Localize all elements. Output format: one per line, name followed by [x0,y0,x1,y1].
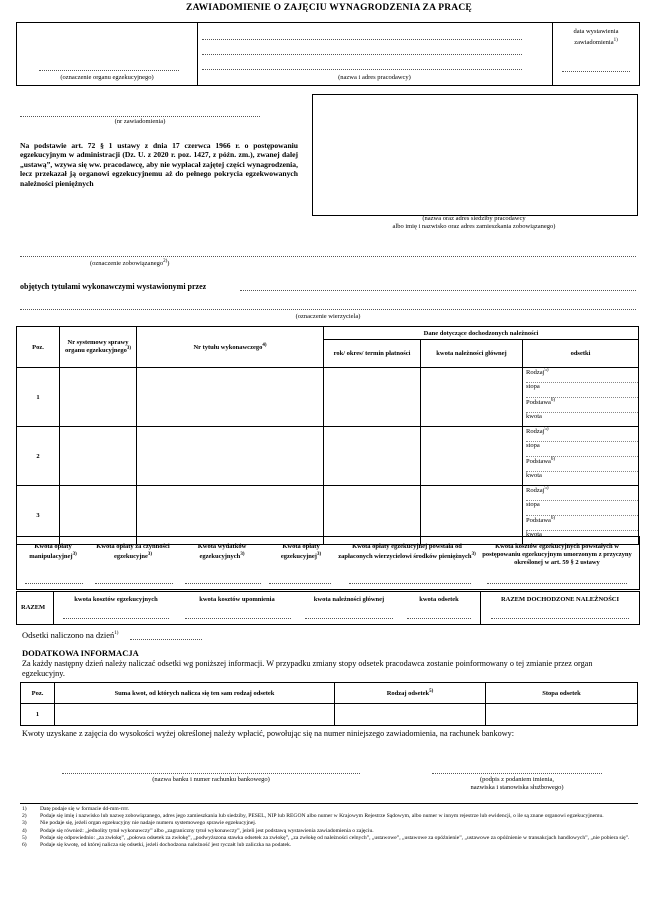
interest-amount[interactable]: kwota [526,531,542,538]
payment-text: Kwoty uzyskane z zajęcia do wysokości wyżej określonej należy wpłacić, powołując się na numer niniejszego zawiadomienia, na rachunek bankowy: [22,729,514,738]
fee-discontinued-field[interactable] [487,583,627,584]
address-box-label: (nazwa oraz adres siedziby pracodawcy albo imię i nazwisko oraz adres zamieszkania zobowiązanego) [392,215,556,230]
total-reminder-field[interactable] [185,618,291,619]
fee-paid-funds-label: Kwota opłaty egzekucyjnej powstała od zapłaconych wierzycielowi środków pieniężnych$^{3)}$ [338,543,476,561]
obligor-label: (oznaczenie zobowiązanego$^{2)}$) [90,259,170,268]
total-costs-field[interactable] [63,618,169,619]
organ-label[interactable]: (oznaczenie organu egzekucyjnego) [60,74,154,81]
interest-rate[interactable]: stopa [526,383,638,398]
cell-period[interactable] [324,427,421,486]
footnote: 2) Podaje się imię i nazwisko lub nazwę zobowiązanego, adres jego zamieszkania lub siedziby, PESEL, NIP lub REGON albo numer w Krajowym Rejestrze Sądowym, albo numer w innym rejestrze lub ewidencji, o ile są znane organowi egzekucyjnemu. [22,813,604,820]
footnote: 6) Podaje się kwotę, od której nalicza się odsetki, jeżeli dochodzona należność jest ryczałt lub zaliczka na podatek. [22,842,292,849]
total-interest-label: kwota odsetek [419,596,459,603]
col-principal: kwota należności głównej [421,340,523,368]
date-label: data wystawienia zawiadomienia$^{1)}$ [573,28,619,47]
row-number: 1 [17,368,60,427]
interest-date-label: Odsetki naliczono na dzień$^{1)}$ [22,630,119,640]
notice-number-label[interactable]: (nr zawiadomienia) [114,118,166,125]
bank-account-field[interactable] [62,773,360,774]
cell-period[interactable] [324,368,421,427]
totals-box [16,591,640,625]
interest-rate[interactable]: stopa [526,442,638,457]
interest-info-table [20,682,638,726]
interest-type[interactable]: Rodzaj$^{5)}$ [526,368,638,383]
header-box [16,22,640,86]
fee-enforcement-field[interactable] [269,583,331,584]
footnotes [22,806,632,849]
cell-system-number[interactable] [60,427,137,486]
col-poz: Poz. [21,683,55,704]
cell-title-number[interactable] [137,368,324,427]
creditor-label[interactable]: (oznaczenie wierzyciela) [295,313,361,320]
interest-rate[interactable]: stopa [526,501,638,516]
col-interest: odsetki [523,340,639,368]
employer-label[interactable]: (nazwa i adres pracodawcy) [338,74,411,81]
fee-manipulation-field[interactable] [25,583,83,584]
fee-discontinued-label: Kwota kosztów egzekucyjnych powstałych w postępowaniu egzekucyjnym umorzonym z przyczyny określonej w art. 59 § 2 ustawy [482,543,632,566]
footnote: 5) Podaje się odpowiednio: „za zwłokę”, „połowa odsetek za zwłokę”, „podwyższona stawka odsetek za zwłokę”, „za zwłokę od należności celnych”, „ustawowe”, „ustawowe za opóźnienie”, „ustawowe za opóźnienie w transakcjach handlowych”, „nie pobiera się”. [22,834,630,841]
cell-principal[interactable] [421,427,523,486]
interest-basis[interactable]: Podstawa$^{6)}$ [526,398,638,413]
fee-activities-field[interactable] [95,583,173,584]
row-number: 1 [21,704,55,726]
footnote: 4) Podaje się również: „jednolity tytuł wykonawczy” albo „zagraniczny tytuł wykonawczy”, jeżeli jest podstawą wystawienia zawiadomienia o zajęciu. [22,827,374,834]
cell-system-number[interactable] [60,368,137,427]
footnote: 3) Nie podaje się, jeżeli organ egzekucyjny nie nadaje numeru systemowego sprawie egzekucyjnej. [22,820,257,827]
total-costs-label: kwota kosztów egzekucyjnych [74,596,158,603]
totals-label: RAZEM [21,604,46,611]
cell-title-number[interactable] [137,427,324,486]
titles-text: objętych tytułami wykonawczymi wystawionymi przez [20,282,207,291]
legal-basis-text: Na podstawie art. 72 § 1 ustawy z dnia 17 czerwca 1966 r. o postępowaniu egzekucyjnym w administracji (Dz. U. z 2020 r. poz. 1427, z późn. zm.), zwanej dalej „ustawą”, wzywa się ww. pracodawcę, aby nie wypłacał zajętej części wynagrodzenia, lecz przekazał ją organowi egzekucyjnemu aż do pełnego pokrycia egzekwowanych należności pieniężnych [20,141,298,188]
additional-info-heading: DODATKOWA INFORMACJA [22,648,139,658]
interest-date-field[interactable] [130,639,202,640]
row-number: 2 [17,427,60,486]
cell-principal[interactable] [421,368,523,427]
fees-box [16,536,640,590]
total-reminder-label: kwota kosztów upomnienia [199,596,275,603]
total-principal-field[interactable] [305,618,393,619]
interest-basis[interactable]: Podstawa$^{6)}$ [526,516,638,531]
additional-info-text: Za każdy następny dzień należy naliczać odsetki wg poniższej informacji. W przypadku zmiany stopy odsetek pracodawca zostanie poinformowany o tej zmianie przez organ egzekucyjny. [22,659,593,678]
signature-field[interactable] [432,773,602,774]
row-number: 3 [17,486,60,545]
address-box[interactable] [312,94,638,216]
interest-type[interactable]: Rodzaj$^{5)}$ [526,486,638,501]
interest-basis[interactable]: Podstawa$^{6)}$ [526,457,638,472]
col-title-number: Nr tytułu wykonawczego$^{4)}$ [137,327,324,368]
fee-expenses-label: Kwota wydatków egzekucyjnych$^{3)}$ [197,543,247,561]
col-interest-rate: Stopa odsetek [486,683,638,704]
footnote: 1) Datę podaje się w formacie dd-mm-rrrr. [22,806,130,812]
interest-type[interactable]: Rodzaj$^{5)}$ [526,427,638,442]
table-row [17,427,639,486]
footnotes-divider [20,803,638,804]
fee-activities-label: Kwota opłaty za czynności egzekucyjne$^{3)}$ [96,543,170,561]
interest-amount[interactable]: kwota [526,472,542,479]
cell-sum[interactable] [55,704,335,726]
grand-total-label: RAZEM DOCHODZONE NALEŻNOŚCI [500,596,620,603]
col-claims-data: Dane dotyczące dochodzonych należności [324,327,639,340]
bank-account-label: (nazwa banku i numer rachunku bankowego) [152,776,270,783]
fee-manipulation-label: Kwota opłaty manipulacyjnej$^{3)}$ [29,543,77,561]
fee-expenses-field[interactable] [185,583,261,584]
col-system-number: Nr systemowy sprawy organu egzekucyjnego$^{3)}$ [60,327,137,368]
fee-enforcement-label: Kwota opłaty egzekucyjnej$^{3)}$ [280,543,322,561]
total-principal-label: kwota należności głównej [313,596,385,603]
col-year-period: rok/ okres/ termin płatności [324,340,421,368]
page-title: ZAWIADOMIENIE O ZAJĘCIU WYNAGRODZENIA ZA PRACĘ [186,3,472,13]
claims-table [16,326,639,545]
cell-interest-type[interactable] [335,704,486,726]
interest-amount[interactable]: kwota [526,413,542,420]
cell-interest-rate[interactable] [486,704,638,726]
fee-paid-funds-field[interactable] [349,583,471,584]
col-interest-type: Rodzaj odsetek$^{5)}$ [335,683,486,704]
table-row [21,704,638,726]
table-row [17,368,639,427]
col-sum: Suma kwot, od których nalicza się ten sam rodzaj odsetek [55,683,335,704]
signature-label: (podpis z podaniem imienia, nazwiska i stanowiska służbowego) [470,776,564,791]
total-interest-field[interactable] [407,618,471,619]
grand-total-field[interactable] [491,618,629,619]
col-poz: Poz. [17,327,60,368]
